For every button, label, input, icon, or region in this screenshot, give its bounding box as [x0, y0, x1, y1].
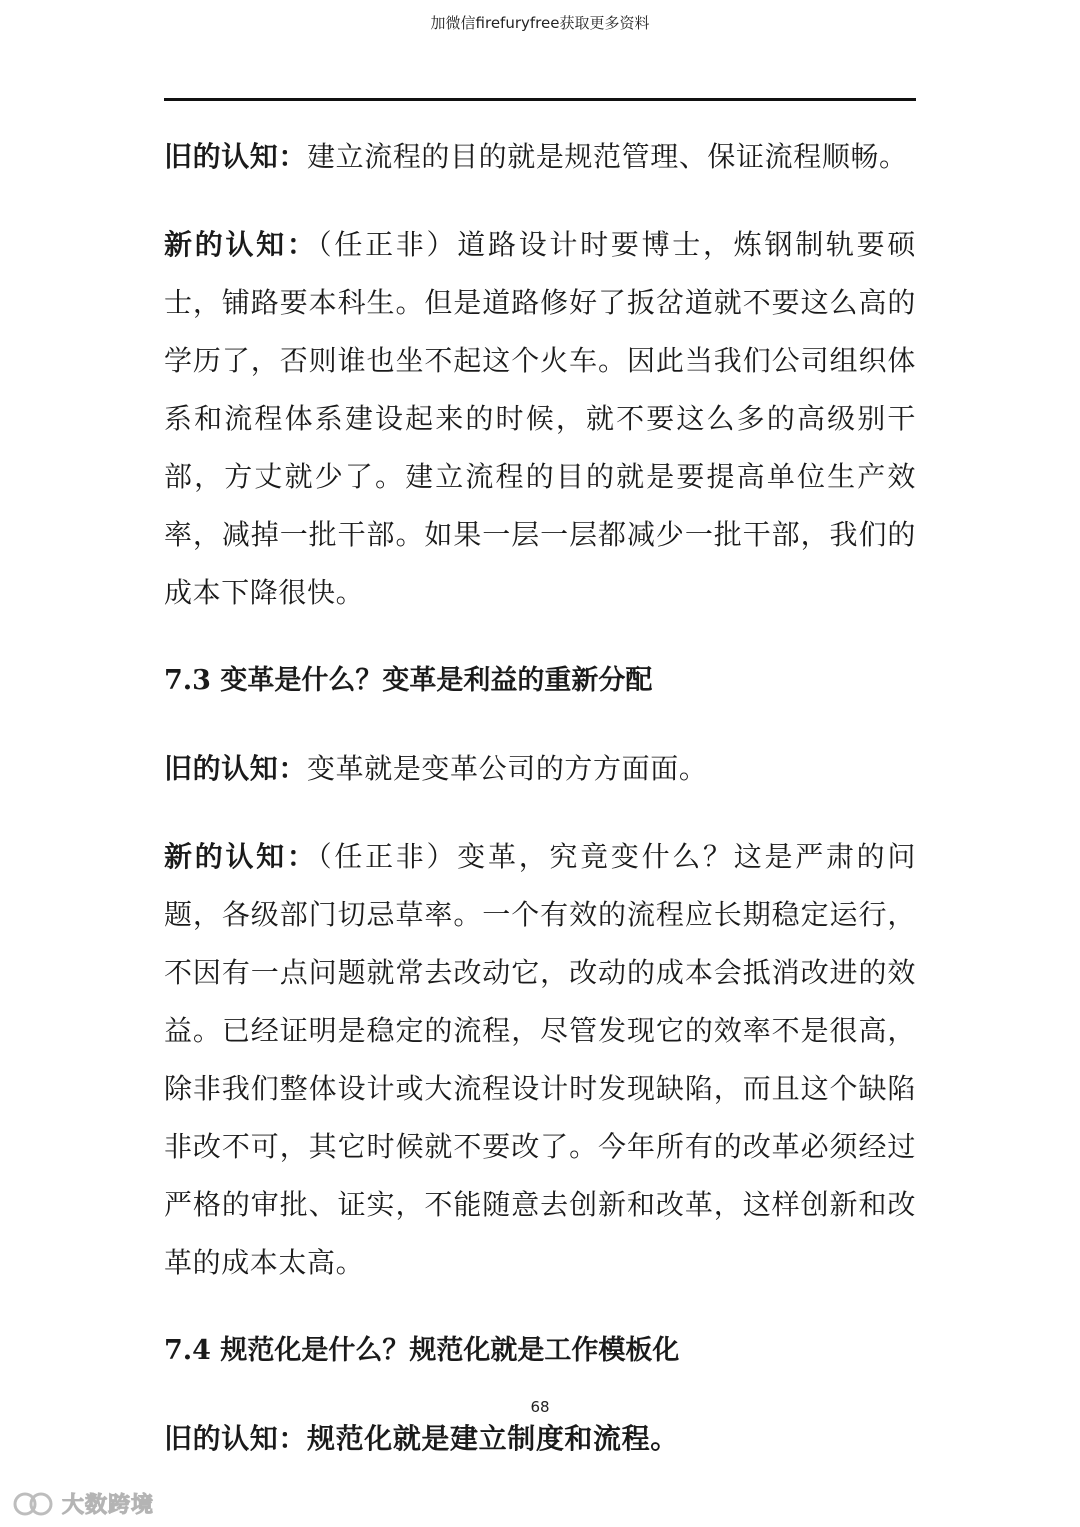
- paragraph-text: 规范化就是建立制度和流程。: [307, 1422, 679, 1455]
- paragraph-text: 建立流程的目的就是规范管理、保证流程顺畅。: [307, 140, 908, 173]
- section-heading-7-3: 7.3 变革是什么？变革是利益的重新分配: [164, 665, 653, 696]
- section-heading-7-4: 7.4 规范化是什么？规范化就是工作模板化: [164, 1335, 680, 1366]
- page-number: 68: [530, 1398, 550, 1416]
- paragraph-lead: 旧的认知：: [164, 752, 308, 785]
- paragraph-new-view-1: [164, 216, 916, 622]
- paragraph-old-view-2: [164, 740, 916, 798]
- paragraph-lead: 旧的认知：: [164, 1422, 308, 1455]
- paragraph-lead: 新的认知：: [164, 228, 318, 261]
- paragraph-old-view-1: [164, 128, 916, 186]
- paragraph-lead: 旧的认知：: [164, 140, 308, 173]
- watermark: [12, 1488, 154, 1519]
- paragraph-text: 变革就是变革公司的方方面面。: [307, 752, 708, 785]
- watermark-text: 大数跨境: [62, 1493, 155, 1518]
- paragraph-text: （任正非）道路设计时要博士，炼钢制轨要硕士，铺路要本科生。但是道路修好了扳岔道就不要这么高的学历了，否则谁也坐不起这个火车。因此当我们公司组织体系和流程体系建设起来的时候，就不要这么多的高级别干部，方丈就少了。建立流程的目的就是要提高单位生产效率，减掉一批干部。如果一层一层都减少一批干部，我们的成本下降很快。: [164, 228, 916, 609]
- header-note: 加微信firefuryfree获取更多资料: [430, 14, 650, 32]
- paragraph-text: （任正非）变革，究竟变什么？这是严肃的问题，各级部门切忌草率。一个有效的流程应长期稳定运行，不因有一点问题就常去改动它，改动的成本会抵消改进的效益。已经证明是稳定的流程，尽管发现它的效率不是很高，除非我们整体设计或大流程设计时发现缺陷，而且这个缺陷非改不可，其它时候就不要改了。今年所有的改革必须经过严格的审批、证实，不能随意去创新和改革，这样创新和改革的成本太高。: [164, 840, 916, 1279]
- paragraph-lead: 新的认知：: [164, 840, 318, 873]
- paragraph-old-view-3: [164, 1410, 916, 1468]
- header-rule: [164, 98, 916, 101]
- double-circle-logo-icon: [12, 1491, 56, 1517]
- paragraph-new-view-2: [164, 828, 916, 1292]
- document-body: [164, 128, 916, 1468]
